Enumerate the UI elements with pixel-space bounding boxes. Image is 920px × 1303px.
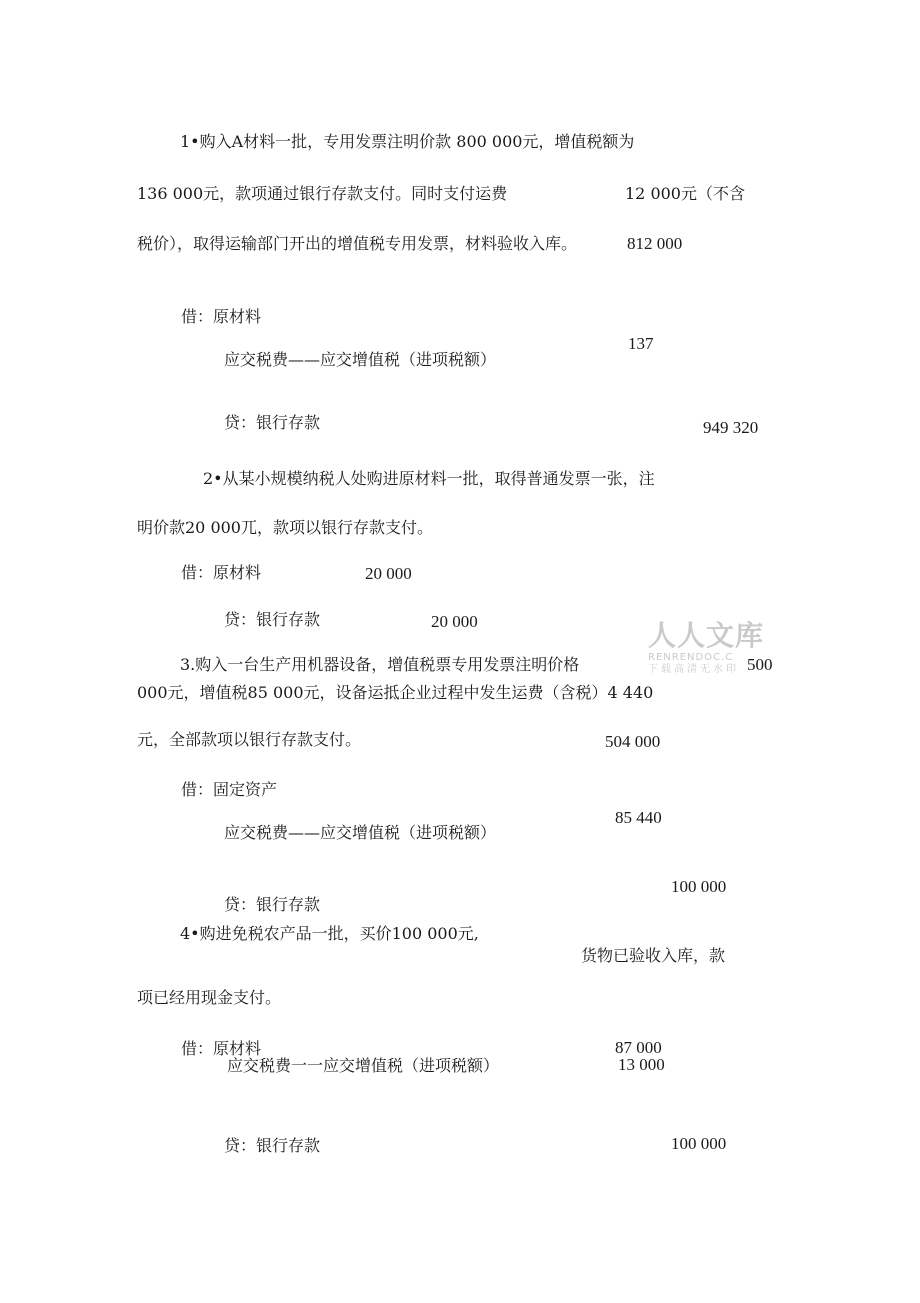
watermark-brand: 人人文库 <box>648 619 765 652</box>
item4-debit2-label: 应交税费一一应交增值税（进项税额） <box>227 1056 500 1075</box>
item2-credit-label: 贷：银行存款 <box>224 610 321 629</box>
item3-debit1-amount: 504 000 <box>605 732 661 751</box>
item4-debit1-amount: 87 000 <box>615 1038 662 1057</box>
item2-line2: 明价款20 000兀，款项以银行存款支付。 <box>137 518 433 537</box>
item4-debit1-label: 借：原材料 <box>181 1039 262 1058</box>
item3-debit2-amount: 85 440 <box>615 808 662 827</box>
item1-line2: 136 000元，款项通过银行存款支付。同时支付运费 <box>137 184 508 203</box>
item4-line2: 项已经用现金支付。 <box>137 988 282 1007</box>
item2-line1: 2•从某小规模纳税人处购进原材料一批，取得普通发票一张，注 <box>203 469 655 488</box>
item3-credit-amount: 100 000 <box>671 877 727 896</box>
item3-credit-label: 贷：银行存款 <box>224 895 321 914</box>
item1-credit-amount: 949 320 <box>703 418 759 437</box>
item2-credit-amount: 20 000 <box>431 612 478 631</box>
item4-line1b: 货物已验收入库，款 <box>581 946 726 965</box>
item3-line1: 3.购入一台生产用机器设备，增值税票专用发票注明价格 <box>180 655 580 674</box>
item3-debit1-label: 借：固定资产 <box>181 780 278 799</box>
item1-debit1-label: 借：原材料 <box>181 307 262 326</box>
item2-debit-label: 借：原材料 <box>181 563 262 582</box>
item4-line1: 4•购进免税农产品一批，买价100 000元, <box>180 924 479 943</box>
item4-credit-label: 贷：银行存款 <box>224 1136 321 1155</box>
watermark-tagline: 下载高清无水印 <box>648 664 739 675</box>
watermark-domain: RENRENDOC.C <box>648 652 734 663</box>
item4-debit2-amount: 13 000 <box>618 1055 665 1074</box>
item1-line3: 税价），取得运输部门开出的增值税专用发票，材料验收入库。 <box>137 234 578 253</box>
item1-credit-label: 贷：银行存款 <box>224 413 321 432</box>
item3-price-head: 500 <box>747 655 773 674</box>
item1-debit1-amount: 812 000 <box>627 234 683 253</box>
item1-line1: 1•购入A材料一批，专用发票注明价款 800 000元，增值税额为 <box>180 132 635 151</box>
item3-line2: 000元，增值税85 000元，设备运抵企业过程中发生运费（含税）4 440 <box>137 683 654 702</box>
item1-debit2-label: 应交税费——应交增值税（进项税额） <box>224 350 497 369</box>
item1-freight: 12 000元（不含 <box>625 184 745 203</box>
item2-debit-amount: 20 000 <box>365 564 412 583</box>
item3-debit2-label: 应交税费——应交增值税（进项税额） <box>224 823 497 842</box>
item3-line3: 元，全部款项以银行存款支付。 <box>137 730 362 749</box>
item1-debit2-amount: 137 <box>628 334 654 353</box>
item4-credit-amount: 100 000 <box>671 1134 727 1153</box>
